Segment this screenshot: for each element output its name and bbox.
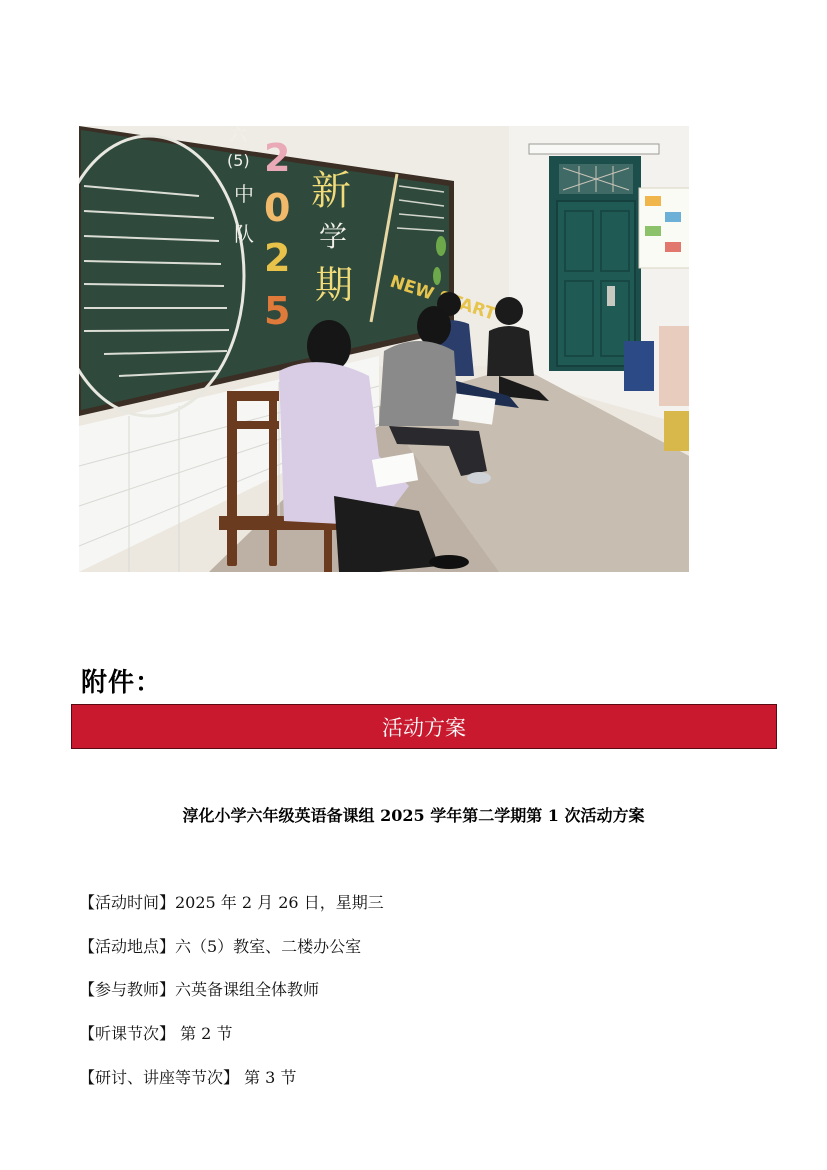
info-line-time: 【活动时间】2025 年 2 月 26 日，星期三: [79, 893, 384, 912]
classroom-photo-illustration: [79, 126, 689, 572]
board-left-prefix: 六: [229, 126, 247, 146]
board-year-digit: 2: [264, 236, 291, 280]
board-left-number: (5): [227, 151, 250, 170]
info-line-participants: 【参与教师】六英备课组全体教师: [79, 980, 320, 999]
board-title-1: 新: [311, 168, 351, 214]
document-title: 淳化小学六年级英语备课组 2025 学年第二学期第 1 次活动方案: [182, 806, 645, 825]
board-year-digit: 2: [264, 136, 291, 180]
board-title-3: 期: [315, 263, 354, 307]
classroom-photo: [79, 126, 689, 572]
board-year-digit: 0: [264, 186, 291, 230]
info-line-seminar-period: 【研讨、讲座等节次】 第 3 节: [79, 1068, 297, 1087]
banner-title: 活动方案: [382, 715, 466, 740]
info-line-lesson-period: 【听课节次】 第 2 节: [79, 1024, 233, 1043]
info-line-location: 【活动地点】六（5）教室、二楼办公室: [79, 937, 362, 956]
board-left-class: 中: [234, 182, 254, 206]
ceiling-lamp: [529, 144, 659, 154]
board-title-2: 学: [319, 220, 348, 253]
board-year-digit: 5: [264, 289, 291, 333]
attachment-label: 附件：: [81, 668, 163, 698]
section-banner: [71, 704, 777, 749]
board-right-english: NEW START: [387, 271, 499, 325]
board-left-class2: 队: [234, 222, 254, 246]
